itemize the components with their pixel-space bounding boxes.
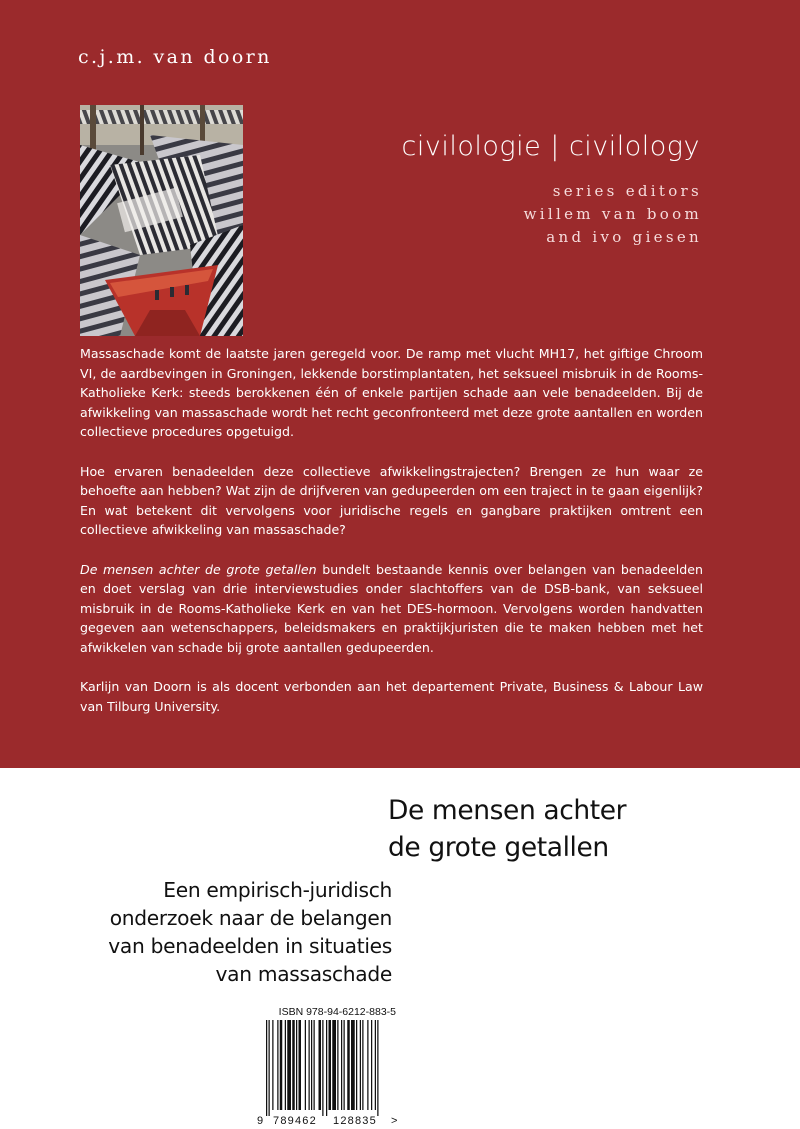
barcode-bar <box>285 1020 286 1110</box>
subtitle-line-2: onderzoek naar de belangen <box>109 906 392 930</box>
barcode-bar <box>347 1020 350 1110</box>
barcode-bar <box>296 1020 297 1110</box>
series-editor-2: and ivo giesen <box>546 228 702 246</box>
barcode-bar <box>341 1020 342 1110</box>
barcode-bar <box>272 1020 273 1110</box>
book-title-line-1: De mensen achter <box>388 795 627 826</box>
barcode-bar <box>277 1020 278 1110</box>
barcode-bar <box>367 1020 368 1110</box>
barcode-bar <box>362 1020 363 1110</box>
blurb-paragraph-1: Massaschade komt de laatste jaren geregeld voor. De ramp met vlucht MH17, het giftige Chroom VI, de aardbevingen in Groningen, lekkende borstimplantaten, het seksueel misbruik in de Rooms-Katholieke Kerk: steeds berokkenen één of enkele partijen schade aan vele benadeelden. Bij de afwikkeling van massaschade wordt het recht geconfronteerd met deze grote aantallen en worden collectieve procedures opgetuigd. <box>80 346 703 440</box>
cover-artwork <box>80 105 243 336</box>
isbn-barcode <box>256 1020 400 1126</box>
barcode-bar <box>305 1020 306 1110</box>
author-name: c.j.m. van doorn <box>78 46 272 68</box>
series-editor-1: willem van boom <box>523 205 702 223</box>
barcode-bar <box>269 1020 270 1116</box>
barcode-bar <box>329 1020 332 1110</box>
back-cover-blurb <box>80 344 703 736</box>
barcode-bar <box>371 1020 372 1110</box>
series-editors-label: series editors <box>552 182 702 200</box>
barcode-bar <box>292 1020 295 1110</box>
barcode-bar <box>337 1020 338 1110</box>
dazzle-ship-painting <box>80 105 243 336</box>
barcode-bars <box>266 1020 379 1116</box>
subtitle-line-4: van massaschade <box>215 962 392 986</box>
barcode-bar <box>351 1020 355 1110</box>
barcode-bar <box>360 1020 361 1110</box>
barcode-bar <box>311 1020 312 1110</box>
barcode-digits-right: 128835 <box>333 1115 377 1126</box>
barcode-end-mark: > <box>391 1115 398 1126</box>
isbn-label: ISBN 978-94-6212-883-5 <box>278 1006 396 1018</box>
barcode-bar <box>319 1020 322 1110</box>
barcode-bar <box>314 1020 315 1110</box>
blurb-paragraph-4: Karlijn van Doorn is als docent verbonden aan het departement Private, Business & Labour Law van Tilburg University. <box>80 679 703 714</box>
book-title <box>388 792 708 866</box>
barcode-bar <box>326 1020 327 1116</box>
barcode-bar <box>266 1020 267 1116</box>
subtitle-line-1: Een empirisch-juridisch <box>163 878 392 902</box>
blurb-paragraph-3 <box>80 560 703 658</box>
barcode-bar <box>344 1020 345 1110</box>
barcode-first-digit: 9 <box>257 1115 264 1126</box>
book-subtitle <box>60 876 392 988</box>
barcode-bar <box>299 1020 302 1110</box>
blurb-paragraph-2: Hoe ervaren benadeelden deze collectieve afwikkelingstrajecten? Brengen ze hun waar ze behoefte aan hebben? Wat zijn de drijfveren van gedupeerden om een traject in te gaan eigenlijk? En wat betekent dit vervolgens voor juridische regels en gangbare praktijken omtrent een collectieve afwikkeling van massaschade? <box>80 463 703 538</box>
blurb-book-title: De mensen achter de grote getallen <box>80 561 317 577</box>
barcode-bar <box>280 1020 283 1110</box>
barcode-bar <box>377 1020 378 1116</box>
barcode-bar <box>375 1020 376 1110</box>
barcode-bar <box>309 1020 310 1110</box>
series-title: civilologie | civilology <box>401 131 700 162</box>
blurb-paragraph-3-text: bundelt bestaande kennis over belangen van benadeelden en doet verslag van drie interviewstudies onder slachtoffers van de DSB-bank, van seksueel misbruik in de Rooms-Katholieke Kerk en van het DES-hormoon. Vervolgens worden handvatten gegeven aan wetenschappers, beleidsmakers en praktijkjuristen die te maken hebben met het afwikkelen van schade bij grote aantallen gedupeerden. <box>80 561 703 655</box>
barcode-digits-left: 789462 <box>273 1115 317 1126</box>
subtitle-line-3: van benadeelden in situaties <box>108 934 392 958</box>
barcode-bar <box>356 1020 357 1110</box>
barcode-bar <box>322 1020 323 1116</box>
book-title-line-2: de grote getallen <box>388 832 609 863</box>
barcode-bar <box>332 1020 336 1110</box>
barcode-bar <box>287 1020 291 1110</box>
